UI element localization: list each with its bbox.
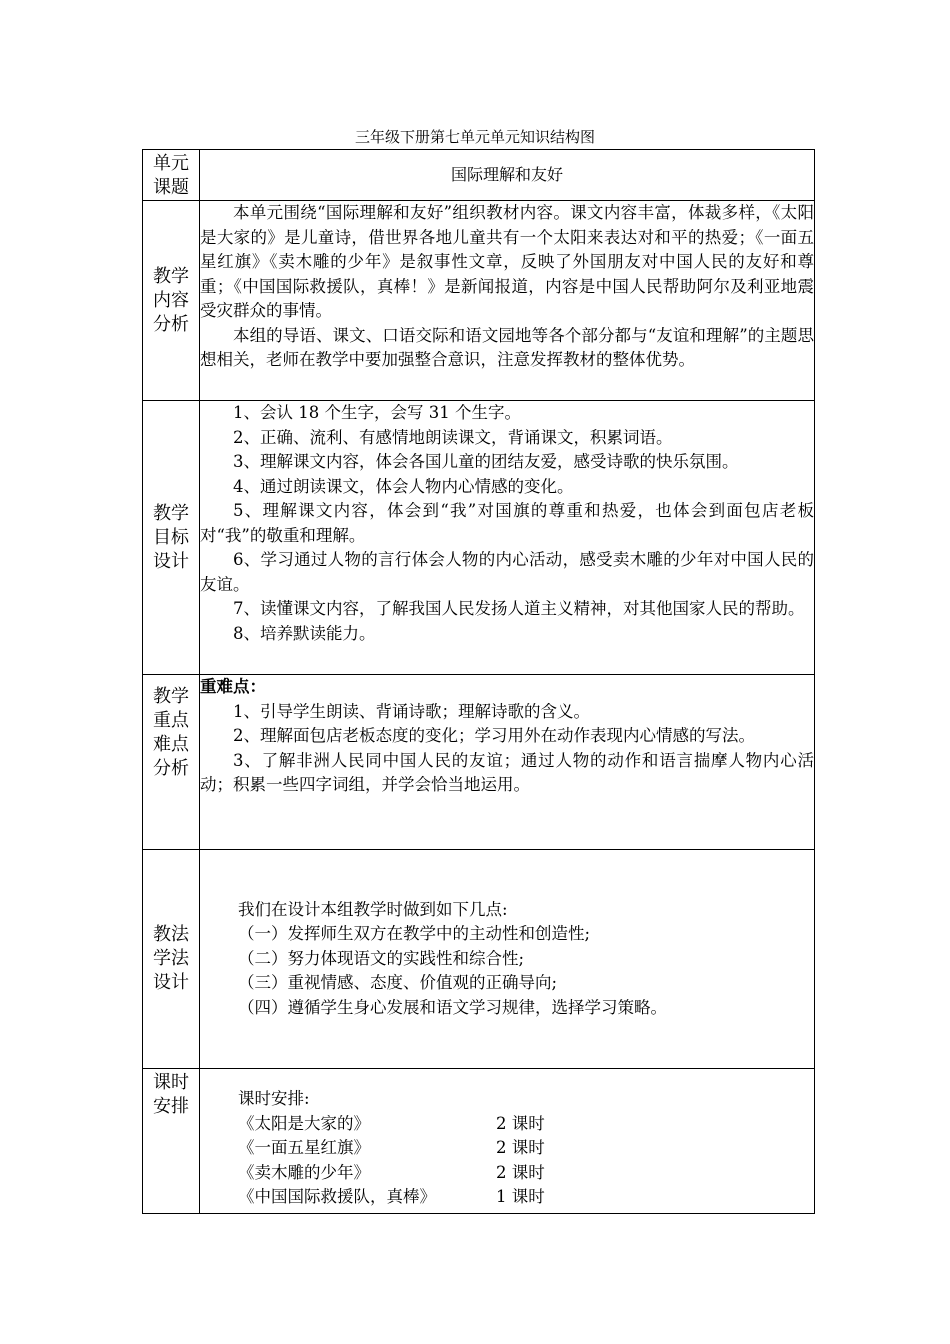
schedule-row (238, 1136, 814, 1161)
key-point-item: 1、引导学生朗读、背诵诗歌；理解诗歌的含义。 (233, 701, 590, 721)
method-item: （一）发挥师生双方在教学中的主动性和创造性; (238, 924, 591, 944)
schedule-hours: 2 课时 (496, 1113, 545, 1133)
objective-item: 5、理解课文内容，体会到“我”对国旗的尊重和热爱，也体会到面包店老板对“我”的敬重和理解。 (200, 501, 814, 545)
row-class-schedule (143, 1069, 815, 1214)
objective-item: 1、会认 18 个生字，会写 31 个生字。 (233, 403, 521, 422)
schedule-list (200, 1112, 814, 1210)
label-key-points: 教学 重点 难点 分析 (143, 675, 200, 850)
method-item: （三）重视情感、态度、价值观的正确导向; (238, 973, 558, 993)
row-unit-topic (143, 150, 815, 201)
key-points-heading: 重难点： (200, 677, 266, 696)
objective-item: 6、学习通过人物的言行体会人物的内心活动，感受卖木雕的少年对中国人民的友谊。 (200, 550, 814, 594)
row-content-analysis (143, 201, 815, 401)
schedule-lesson: 《中国国际救援队，真棒》 (238, 1187, 436, 1206)
key-points-text (200, 675, 815, 850)
objective-item: 4、通过朗读课文，体会人物内心情感的变化。 (233, 476, 574, 496)
teaching-methods-text (200, 850, 815, 1069)
schedule-lesson: 《一面五星红旗》 (238, 1138, 370, 1157)
schedule-lesson: 《卖木雕的少年》 (238, 1162, 370, 1182)
key-point-item: 3、了解非洲人民同中国人民的友谊；通过人物的动作和语言揣摩人物内心活动；积累一些四字词组，并学会恰当地运用。 (200, 750, 814, 794)
schedule-hours: 1 课时 (496, 1187, 545, 1206)
objective-item: 2、正确、流利、有感情地朗读课文，背诵课文，积累词语。 (233, 427, 673, 447)
class-schedule-text (200, 1069, 815, 1214)
objective-item: 8、培养默读能力。 (233, 623, 376, 643)
objective-item: 7、读懂课文内容，了解我国人民发扬人道主义精神，对其他国家人民的帮助。 (233, 599, 805, 618)
row-teaching-objectives (143, 401, 815, 675)
label-class-schedule: 课时 安排 (143, 1069, 200, 1214)
content-analysis-paragraph: 本组的导语、课文、口语交际和语文园地等各个部分都与“友谊和理解”的主题思想相关，老师在教学中要加强整合意识，注意发挥教材的整体优势。 (200, 325, 814, 369)
methods-intro: 我们在设计本组教学时做到如下几点: (238, 899, 508, 919)
methods-list (200, 922, 814, 1020)
schedule-hours: 2 课时 (496, 1138, 545, 1157)
schedule-row (238, 1185, 814, 1210)
label-content-analysis: 教学 内容 分析 (143, 201, 200, 401)
knowledge-structure-table (142, 149, 815, 1214)
content-analysis-text (200, 201, 815, 401)
unit-topic-value: 国际理解和友好 (200, 150, 815, 201)
row-teaching-methods (143, 850, 815, 1069)
schedule-intro: 课时安排: (238, 1089, 310, 1108)
method-item: （二）努力体现语文的实践性和综合性; (238, 948, 525, 968)
schedule-row (238, 1161, 814, 1186)
schedule-row (238, 1112, 814, 1137)
content-analysis-paragraph: 本单元围绕“国际理解和友好”组织教材内容。课文内容丰富，体裁多样，《太阳是大家的》是儿童诗，借世界各地儿童共有一个太阳来表达对和平的热爱；《一面五星红旗》《卖木雕的少年》是叙事性文章，反映了外国朋友对中国人民的友好和尊重；《中国国际救援队，真棒！》是新闻报道，内容是中国人民帮助阿尔及利亚地震受灾群众的事情。 (200, 203, 814, 320)
method-item: （四）遵循学生身心发展和语文学习规律，选择学习策略。 (238, 997, 667, 1017)
teaching-objectives-list (200, 401, 815, 675)
row-key-points (143, 675, 815, 850)
label-teaching-objectives: 教学 目标 设计 (143, 401, 200, 675)
key-point-item: 2、理解面包店老板态度的变化；学习用外在动作表现内心情感的写法。 (233, 726, 755, 745)
page-title: 三年级下册第七单元单元知识结构图 (354, 128, 595, 146)
schedule-lesson: 《太阳是大家的》 (238, 1113, 370, 1133)
schedule-hours: 2 课时 (496, 1162, 545, 1182)
objective-item: 3、理解课文内容，体会各国儿童的团结友爱，感受诗歌的快乐氛围。 (233, 452, 739, 471)
label-unit-topic: 单元 课题 (143, 150, 200, 201)
label-teaching-methods: 教法 学法 设计 (143, 850, 200, 1069)
